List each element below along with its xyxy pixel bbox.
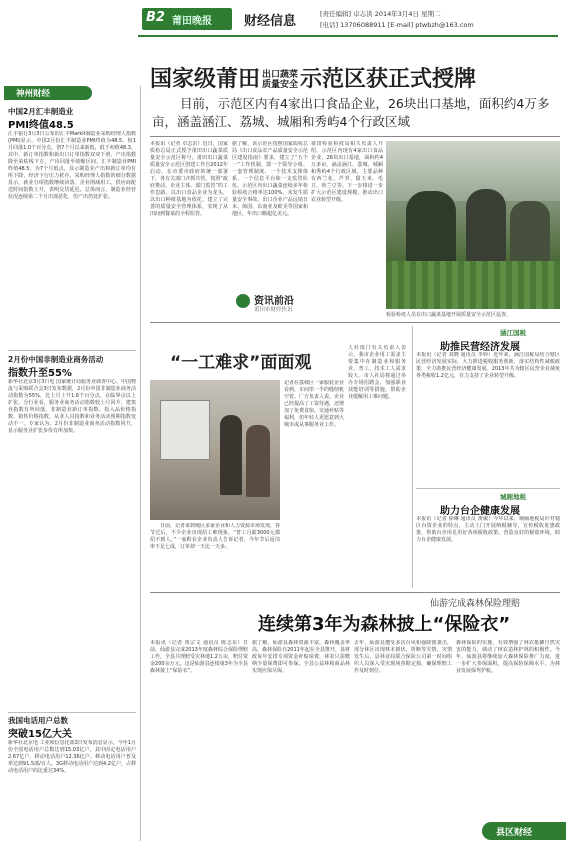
corner-tag-label: 县区财经 bbox=[496, 828, 533, 838]
leaf-icon bbox=[236, 294, 250, 308]
right-headline-2: 助力台企健康发展 bbox=[440, 506, 520, 517]
news-frontier-tag bbox=[236, 292, 316, 316]
mid-body-col2: 记者在荔城区一家服装企业看到，车间里一半的缝纫机空着。厂方负责人说，企业已经提高了工资待遇，还增加了免费食宿、交通补贴等福利，但年轻人更愿意到大城市或从事服务业工作。 bbox=[284, 380, 344, 428]
left-divider-2 bbox=[8, 712, 136, 713]
mid-headline: “一工难求”面面观 bbox=[170, 353, 312, 373]
story2-headline: 指数升至55% bbox=[8, 368, 72, 379]
story3-headline: 突破15亿大关 bbox=[8, 729, 72, 740]
header-rule bbox=[138, 35, 558, 37]
mid-top-rule bbox=[150, 322, 560, 323]
job-board bbox=[160, 400, 210, 460]
column-divider bbox=[140, 86, 141, 841]
bottom-headline: 连续第3年为森林披上“保险衣” bbox=[258, 614, 511, 635]
right-tag-2: 城厢地税 bbox=[500, 493, 526, 501]
news-frontier-sub: 莆田市财经快讯 bbox=[254, 307, 293, 313]
story1-kicker: 中国2月汇丰制造业 bbox=[8, 107, 74, 116]
bottom-body-col1: 本报讯（记者 黄宗文 通讯员 陈志东）日前，仙游县完成2013年度森林综合保险理赔工作，全县共理赔受灾林地1.2万亩，赔付资金200余万元。这是仙游县连续第3年为全县森林披上“保险衣”。 bbox=[150, 640, 248, 674]
photo-person-seeker-1 bbox=[220, 415, 242, 495]
lead-title-stack bbox=[262, 70, 298, 90]
right-tag-1: 涵江国税 bbox=[500, 329, 526, 337]
mid-photo bbox=[150, 380, 280, 520]
lead-rule bbox=[150, 136, 560, 137]
brand-tag-label: 神州财经 bbox=[16, 89, 51, 99]
lead-headline bbox=[150, 62, 560, 93]
page-header bbox=[0, 0, 570, 38]
paper-name: 莆田晚报 bbox=[172, 16, 212, 27]
lead-subtitle: 目前，示范区内有4家出口食品企业，26块出口基地，面积约4万多亩，涵盖涵江、荔城、城厢和秀屿4个行政区域 bbox=[152, 96, 550, 129]
bottom-body-col4: 森林保险的实施，有效增强了林农抵御自然灾害的能力，调动了林农造林护林的积极性。今年，仙游县将继续加大森林保险推广力度，进一步扩大参保面积，提高保险保障水平，为林业发展保驾护航。 bbox=[456, 640, 560, 674]
story1-headline: PMI终值48.5 bbox=[8, 120, 74, 131]
right-divider bbox=[416, 488, 560, 489]
news-frontier-label: 资讯前沿 bbox=[254, 296, 294, 307]
mid-right-divider bbox=[412, 326, 413, 588]
lead-photo-caption: 检验检疫人员在出口蔬菜基地开展质量安全示范区巡查。 bbox=[386, 312, 512, 318]
section-title: 财经信息 bbox=[244, 14, 297, 29]
bottom-body-col2: 据了解，仙游县森林资源丰富，森林覆盖率高，森林保险自2011年起在全县推开，县财政每年安排专项资金补贴保费，林农只需缴纳少量保费即可参保，全县公益林和商品林实现应保尽保。 bbox=[252, 640, 350, 674]
lead-title-b: 示范区获正式授牌 bbox=[300, 67, 477, 92]
story1-body: 汇丰银行3月3日公布的汇丰Markit制造业采购经理人指数(PMI)显示，中国2月份汇丰制造业PMI终值为48.5，较1月回落1.0个百分点，创7个月以来新低，低于初值48.3。其中，新订单指数和新出口订单指数双双下滑，产出指数降至荣枯线下方，产出回落至收缩区间。汇丰制造业PMI终值48.5，为7个月低点，显示制造业产出和新订单均有所下降，经济下行压力犹存。采购经理人指数的细分数据显示，就业分项指数继续回落，企业削减用工。供应商配送时间指数上升，表明交货延迟。总体而言，制造业经营状况连续第二个月出现恶化，但产出仍处扩张。 bbox=[8, 131, 136, 200]
lead-photo bbox=[386, 141, 560, 309]
story3-body: 新华社北京电 工业和信息化部3日发布消息显示，今年1月份全国电话用户总数达到15.03亿户，其中固定电话用户2.67亿户、移动电话用户12.36亿户。移动电话用户普及率达到91.5部/百人。3G移动电话用户达到4.2亿户，占移动电话用户的比重达34%。 bbox=[8, 740, 136, 774]
lead-title-a: 国家级莆田 bbox=[150, 67, 261, 92]
photo-person-seeker-2 bbox=[246, 425, 270, 497]
story3-kicker: 我国电话用户总数 bbox=[8, 716, 68, 725]
photo-person-1 bbox=[406, 191, 456, 271]
story2-kicker: 2月份中国非制造业商务活动 bbox=[8, 355, 104, 364]
bottom-top-rule bbox=[150, 592, 560, 593]
corner-tag bbox=[482, 822, 566, 840]
lead-title-stack-bottom: 质量安全 bbox=[262, 80, 299, 90]
photo-vegetables bbox=[386, 261, 560, 309]
right-headline-1: 助推民营经济发展 bbox=[440, 342, 520, 353]
page-code: B2 bbox=[146, 10, 165, 25]
lead-body-col1: 本报讯（记者 卓志洪）近日，国家质检总局正式授予莆田出口蔬菜质量安全示范区称号。莆田出口蔬菜质量安全示范区创建工作自2012年启动，在市委市政府的统一部署下，各有关部门齐抓共管，按照“政府推动、企业主体、部门监管”的工作思路，以出口食品企业为龙头，以出口种植基地为依托，建立了完善的质量安全管理体系，实现了从田间到餐桌的全程监管。 bbox=[150, 141, 228, 217]
mid-body-col3: 人社部门有关负责人表示，我市企业用工需求主要集中在制造业和服务业，普工、技术工人需求较大。市人社局将通过举办专场招聘会、加强职业技能培训等措施，帮助企业缓解用工难问题。 bbox=[348, 345, 406, 400]
editor-line: [责任编辑] 卓志洪 2014年3月4日 星期二 bbox=[320, 10, 441, 18]
bottom-kicker: 仙游完成森林保险理赔 bbox=[430, 599, 521, 609]
lead-title-stack-top: 出口蔬菜 bbox=[262, 70, 299, 80]
lead-body-col2: 据了解，该示范区按照国家质检总局《出口食品农产品质量安全示范区建设指南》要求，建立了“五个一”工作机制，即一个领导小组、一套管理制度、一个技术支撑体系、一个信息平台和一支监管队伍。示范区内出口蔬菜连续多年检验检疫合格率达100%，未发生质量安全事故。出口企业产品远销日本、韩国、东南亚及欧美等国家和地区，年出口额超亿美元。 bbox=[232, 141, 308, 217]
right-body-2: 本报讯（记者 徐琳 通讯员 黄敏）今年以来，城厢地税局针对辖区台资企业的特点，主动上门开展纳税辅导，宣传税收优惠政策，帮助台企用足用好各项税收政策，营造良好的税收环境，助力台企健康发展。 bbox=[416, 516, 560, 543]
bottom-body-col3: 去年，仙游县遭受多次台风和强降雨袭击，部分林区出现林木倒伏、折断等灾情。灾情发生后，县林业局联合保险公司第一时间组织人员深入受灾现场查勘定损，确保理赔工作及时到位。 bbox=[354, 640, 452, 674]
brand-tag bbox=[4, 86, 92, 100]
left-divider-1 bbox=[8, 350, 136, 351]
right-body-1: 本报讯（记者 刘晓 通讯员 李婷）近年来，涵江国税局结合辖区民营经济发展实际，大力推进税收服务创新，落实结构性减税政策，全力助推民营经济健康发展。2013年共为辖区民营企业减免各类税收1.2亿元，有力支持了企业转型升级。 bbox=[416, 352, 560, 379]
mid-body-col1: 日前，记者来到城区多家企业和人力资源市场发现，春节过后，不少企业出现招工难现象。“普工月薪3000元都招不到人，”一家鞋业企业负责人告诉记者，今年节后返岗率不足七成，订单却一天比一天多。 bbox=[150, 523, 280, 550]
story2-body: 新华社北京3月3日电 国家统计局服务业调查中心、中国物流与采购联合会3日发布数据，2月份中国非制造业商务活动指数为55%，比上月上升1.6个百分点，在临界点以上扩张。分行业看，服务业商务活动指数较上月回升，建筑业指数有所回落。非制造业新订单指数、投入品价格指数、销售价格指数、从业人员指数和业务活动预期指数变动不一。专家认为，2月份非制造业商务活动指数回升，显示服务业扩张步伐有所加快。 bbox=[8, 379, 136, 434]
contact-line: [电话] 13706088911 [E-mail] ptwbzh@163.com bbox=[320, 21, 474, 29]
lead-body-col3: 莆田检验检疫局相关负责人介绍，示范区内现有4家出口食品企业，26块出口基地，面积约4万多亩，涵盖涵江、荔城、城厢和秀屿4个行政区域。主要品种有西兰花、芦笋、甜玉米、毛豆、荷兰豆等。下一步将进一步扩大示范区建设规模，推动出口农业转型升级。 bbox=[311, 141, 383, 203]
